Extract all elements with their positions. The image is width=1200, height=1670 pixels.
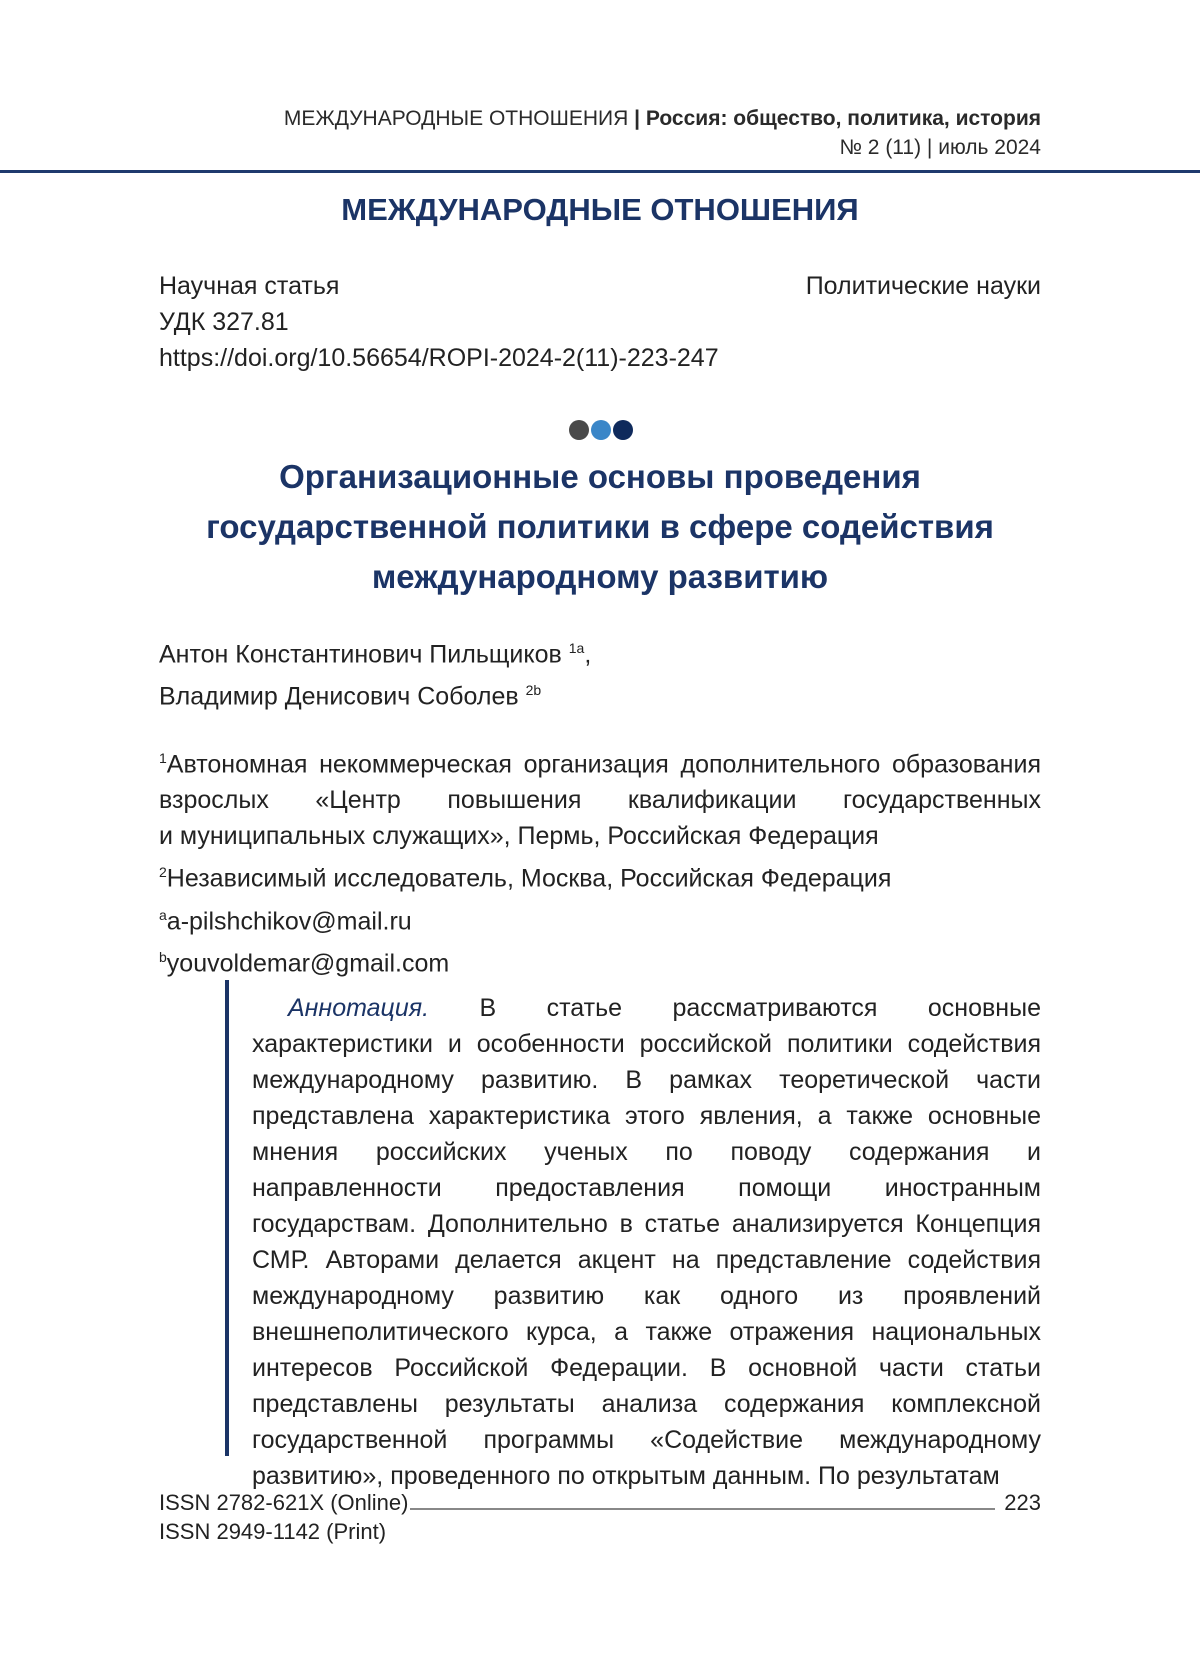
author-sup: 2b xyxy=(525,682,542,699)
footer-divider xyxy=(410,1508,995,1510)
affiliation-text: Независимый исследователь, Москва, Российская Федерация xyxy=(166,864,892,893)
decorative-dots xyxy=(569,420,633,440)
running-head-issue: № 2 (11) | июль 2024 xyxy=(839,136,1041,159)
doi-link[interactable]: https://doi.org/10.56654/ROPI-2024-2(11)-223-247 xyxy=(159,344,719,372)
email-address[interactable]: a-pilshchikov@mail.ru xyxy=(166,906,412,935)
header-divider xyxy=(0,170,1200,173)
author-suffix: , xyxy=(584,640,592,669)
author-1 xyxy=(159,630,591,672)
dot-navy-icon xyxy=(613,420,633,440)
affiliation-sup: 1 xyxy=(159,750,167,766)
affiliation-text: Автономная некоммерческая организация дополнительного образования xyxy=(166,750,1041,779)
email-address[interactable]: youvoldemar@gmail.com xyxy=(166,949,450,978)
affiliation-1-line1 xyxy=(159,740,1041,782)
authors xyxy=(159,630,591,715)
abstract-text: В статье рассматриваются основные характеристики и особенности российской политики содействия международному развитию. В рамках теоретической части представлена характеристика этого явления, а также основные мнения российских ученых по поводу содержания и направленности предоставления помощи иностранным государствам. Дополнительно в статье анализируется Концепция СМР. Авторами делается акцент на представление содействия международному развитию как одного из проявлений внешнеполитического курса, а также отражения национальных интересов Российской Федерации. В основной части статьи представлены результаты анализа содержания комплексной государственной программы «Содействие международному развитию», проведенного по открытым данным. По результатам xyxy=(252,994,1041,1490)
running-head-line1 xyxy=(284,104,1041,133)
affiliation-1-line3: и муниципальных служащих», Пермь, Российская Федерация xyxy=(159,822,879,851)
email-sup: a xyxy=(159,906,167,923)
abstract-label: Аннотация. xyxy=(288,994,430,1022)
udc-code: УДК 327.81 xyxy=(159,308,289,336)
running-head-section: МЕЖДУНАРОДНЫЕ ОТНОШЕНИЯ xyxy=(283,107,629,130)
dot-blue-icon xyxy=(591,420,611,440)
running-head xyxy=(284,104,1041,162)
author-sup: 1a xyxy=(568,640,585,656)
running-head-journal: Россия: общество, политика, история xyxy=(645,107,1041,130)
abstract xyxy=(252,990,1041,1494)
issn-online: ISSN 2782-621X (Online) xyxy=(159,1490,409,1515)
dot-gray-icon xyxy=(569,420,589,440)
affiliation-1-line2: взрослых «Центр повышения квалификации государственных xyxy=(159,786,1041,815)
article-meta xyxy=(159,268,719,376)
article-type: Научная статья xyxy=(159,272,340,300)
article-title: Организационные основы проведения государственной политики в сфере содействия международному развитию xyxy=(206,458,994,595)
section-title: МЕЖДУНАРОДНЫЕ ОТНОШЕНИЯ xyxy=(341,192,859,227)
affiliations xyxy=(159,740,1041,981)
author-name: Антон Константинович Пильщиков xyxy=(159,640,562,669)
issn-block xyxy=(159,1488,408,1546)
issn-print: ISSN 2949-1142 (Print) xyxy=(159,1519,387,1544)
running-head-separator: | xyxy=(634,107,641,130)
abstract-accent-bar xyxy=(225,980,229,1456)
affiliation-2 xyxy=(159,854,1041,896)
page-number: 223 xyxy=(1004,1490,1041,1515)
affiliation-sup: 2 xyxy=(159,864,167,881)
email-b[interactable] xyxy=(159,939,1041,981)
subject-field: Политические науки xyxy=(805,272,1041,300)
author-2 xyxy=(159,672,591,714)
author-name: Владимир Денисович Соболев xyxy=(159,682,519,711)
email-a[interactable] xyxy=(159,897,1041,939)
email-sup: b xyxy=(159,948,167,965)
